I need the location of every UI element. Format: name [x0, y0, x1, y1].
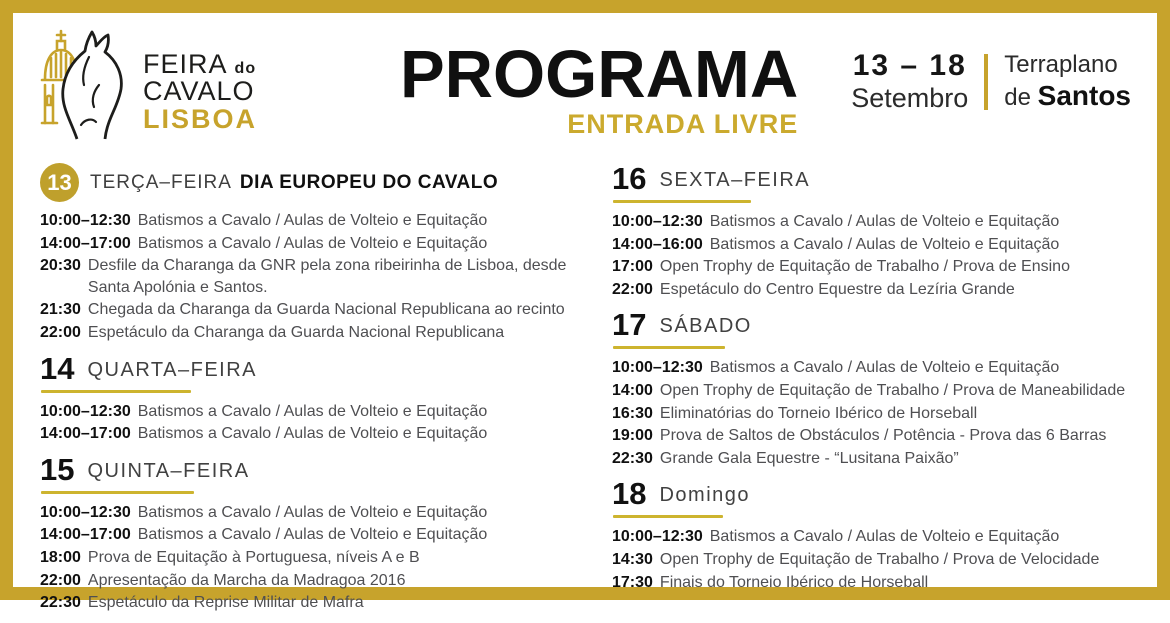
event-time: 16:30: [612, 404, 653, 422]
event-desc: Batismos a Cavalo / Aulas de Volteio e Equitação: [137, 425, 488, 443]
event-desc: Espetáculo da Reprise Militar de Mafra: [87, 594, 364, 612]
free-entry-subtitle: ENTRADA LIVRE: [567, 109, 799, 139]
event-desc: Prova de Saltos de Obstáculos / Potência - Prova das 6 Barras: [659, 427, 1107, 445]
logo-word-cavalo: CAVALO: [143, 76, 255, 107]
day-underline: [613, 515, 723, 518]
event-time: 10:00–12:30: [612, 213, 703, 230]
day-header: [40, 163, 580, 202]
day-section-13: [40, 163, 580, 344]
right-column: [612, 163, 1143, 623]
event-desc: Batismos a Cavalo / Aulas de Volteio e Equitação: [709, 213, 1060, 230]
day-number: 15: [40, 451, 75, 487]
event-row: [612, 256, 1143, 278]
venue-de: de: [1004, 84, 1038, 111]
event-row: [612, 234, 1143, 256]
event-row: [40, 299, 580, 321]
event-desc: Batismos a Cavalo / Aulas de Volteio e Equitação: [137, 526, 488, 544]
event-time: 22:00: [612, 280, 653, 298]
event-time: 19:00: [612, 427, 653, 445]
day-underline: [41, 390, 191, 393]
event-desc: Desfile da Charanga da GNR pela zona ribeirinha de Lisboa, desde Santa Apolónia e Santos.: [87, 257, 567, 296]
event-time: 22:00: [40, 571, 81, 589]
event-desc: Batismos a Cavalo / Aulas de Volteio e Equitação: [137, 212, 488, 229]
event-time: 14:00–17:00: [40, 526, 131, 544]
day-section-18: [612, 478, 1143, 593]
day-underline: [41, 491, 194, 494]
date-range: 13 – 18: [852, 49, 967, 82]
event-desc: Grande Gala Equestre - “Lusitana Paixão”: [659, 449, 959, 467]
day-section-15: [40, 451, 580, 614]
event-time: 22:00: [40, 323, 81, 341]
event-time: 17:00: [612, 258, 653, 276]
day-underline: [613, 346, 725, 349]
event-time: 10:00–12:30: [612, 528, 703, 546]
event-desc: Open Trophy de Equitação de Trabalho / Prova de Ensino: [659, 258, 1070, 276]
logo-word-lisboa: LISBOA: [143, 103, 258, 134]
day-name: SEXTA–FEIRA: [659, 169, 811, 191]
event-desc: Finais do Torneio Ibérico de Horseball: [659, 573, 929, 591]
day-header: [612, 476, 1143, 512]
event-desc: Espetáculo do Centro Equestre da Lezíria Grande: [659, 280, 1015, 298]
event-desc: Open Trophy de Equitação de Trabalho / Prova de Maneabilidade: [659, 381, 1126, 399]
event-row: [40, 524, 580, 546]
event-time: 22:30: [612, 449, 653, 467]
event-row: [612, 279, 1143, 301]
left-column: [40, 163, 580, 623]
event-desc: Chegada da Charanga da Guarda Nacional Republicana ao recinto: [87, 301, 565, 319]
event-row: [40, 502, 580, 524]
event-row: [612, 549, 1143, 571]
event-time: 10:00–12:30: [40, 212, 131, 229]
day-number-badge: 13: [40, 163, 79, 202]
event-desc: Eliminatórias do Torneio Ibérico de Horseball: [659, 404, 978, 422]
event-row: [40, 401, 580, 423]
event-row: [40, 570, 580, 592]
logo-word-feira: FEIRA: [143, 48, 227, 79]
date-venue-block: [851, 27, 1131, 114]
event-desc: Prova de Equitação à Portuguesa, níveis A e B: [87, 548, 420, 566]
horse-head-and-dome-icon: [37, 27, 137, 143]
venue-line1: Terraplano: [1004, 50, 1118, 78]
event-desc: Apresentação da Marcha da Madragoa 2016: [87, 571, 406, 589]
event-time: 14:00: [612, 381, 653, 399]
day-section-17: [612, 309, 1143, 469]
header: [13, 13, 1157, 149]
event-desc: Batismos a Cavalo / Aulas de Volteio e Equitação: [709, 528, 1060, 546]
day-header: [40, 451, 580, 487]
event-row: [612, 448, 1143, 470]
event-time: 18:00: [40, 548, 81, 566]
page-title: PROGRAMA: [399, 37, 799, 112]
event-row: [612, 403, 1143, 425]
day-name: SÁBADO: [659, 315, 752, 338]
event-row: [612, 380, 1143, 402]
logo-text: [143, 37, 257, 134]
event-row: [40, 322, 580, 344]
event-time: 14:00–17:00: [40, 234, 131, 252]
event-row: [40, 210, 580, 232]
day-header: [612, 307, 1143, 343]
event-row: [612, 211, 1143, 233]
event-time: 10:00–12:30: [40, 503, 131, 521]
event-row: [40, 255, 580, 298]
day-header: [612, 163, 1143, 194]
logo-word-do: do: [234, 59, 257, 77]
event-desc: Open Trophy de Equitação de Trabalho / Prova de Velocidade: [659, 550, 1100, 568]
day-name: QUINTA–FEIRA: [87, 459, 250, 482]
event-desc: Batismos a Cavalo / Aulas de Volteio e Equitação: [709, 235, 1060, 253]
day-underline: [613, 200, 751, 203]
event-time: 22:30: [40, 594, 81, 612]
event-desc: Batismos a Cavalo / Aulas de Volteio e Equitação: [137, 234, 488, 252]
day-number: 16: [612, 161, 647, 196]
event-desc: Batismos a Cavalo / Aulas de Volteio e Equitação: [137, 503, 488, 521]
title-block: [400, 27, 798, 140]
day-name: Domingo: [659, 484, 751, 507]
logo: [37, 27, 257, 143]
event-row: [612, 425, 1143, 447]
dates: [851, 49, 968, 114]
event-time: 10:00–12:30: [612, 359, 703, 377]
day-header: [40, 350, 580, 386]
day-section-16: [612, 163, 1143, 300]
event-time: 14:00–17:00: [40, 425, 131, 443]
event-row: [40, 592, 580, 614]
event-time: 20:30: [40, 257, 81, 275]
event-time: 21:30: [40, 301, 81, 319]
event-time: 14:30: [612, 550, 653, 568]
event-time: 10:00–12:30: [40, 402, 131, 420]
day-number: 14: [40, 350, 75, 386]
event-row: [40, 233, 580, 255]
venue-name: Santos: [1037, 80, 1131, 111]
day-name: TERÇA–FEIRA: [90, 171, 232, 193]
program-columns: [13, 149, 1157, 623]
day-number: 17: [612, 307, 647, 343]
event-time: 14:00–16:00: [612, 235, 703, 253]
gold-divider: [984, 54, 988, 110]
event-desc: Batismos a Cavalo / Aulas de Volteio e Equitação: [137, 402, 488, 420]
event-row: [612, 526, 1143, 548]
event-desc: Espetáculo da Charanga da Guarda Nacional Republicana: [87, 323, 505, 341]
event-row: [40, 423, 580, 445]
event-time: 17:30: [612, 573, 653, 591]
day-section-14: [40, 350, 580, 445]
day-highlight: DIA EUROPEU DO CAVALO: [239, 171, 499, 193]
venue: [1004, 51, 1131, 113]
day-number: 18: [612, 476, 647, 512]
event-desc: Batismos a Cavalo / Aulas de Volteio e Equitação: [709, 359, 1060, 377]
day-name: QUARTA–FEIRA: [87, 358, 257, 381]
event-row: [612, 357, 1143, 379]
event-row: [612, 572, 1143, 594]
date-month: Setembro: [851, 83, 969, 113]
event-row: [40, 547, 580, 569]
